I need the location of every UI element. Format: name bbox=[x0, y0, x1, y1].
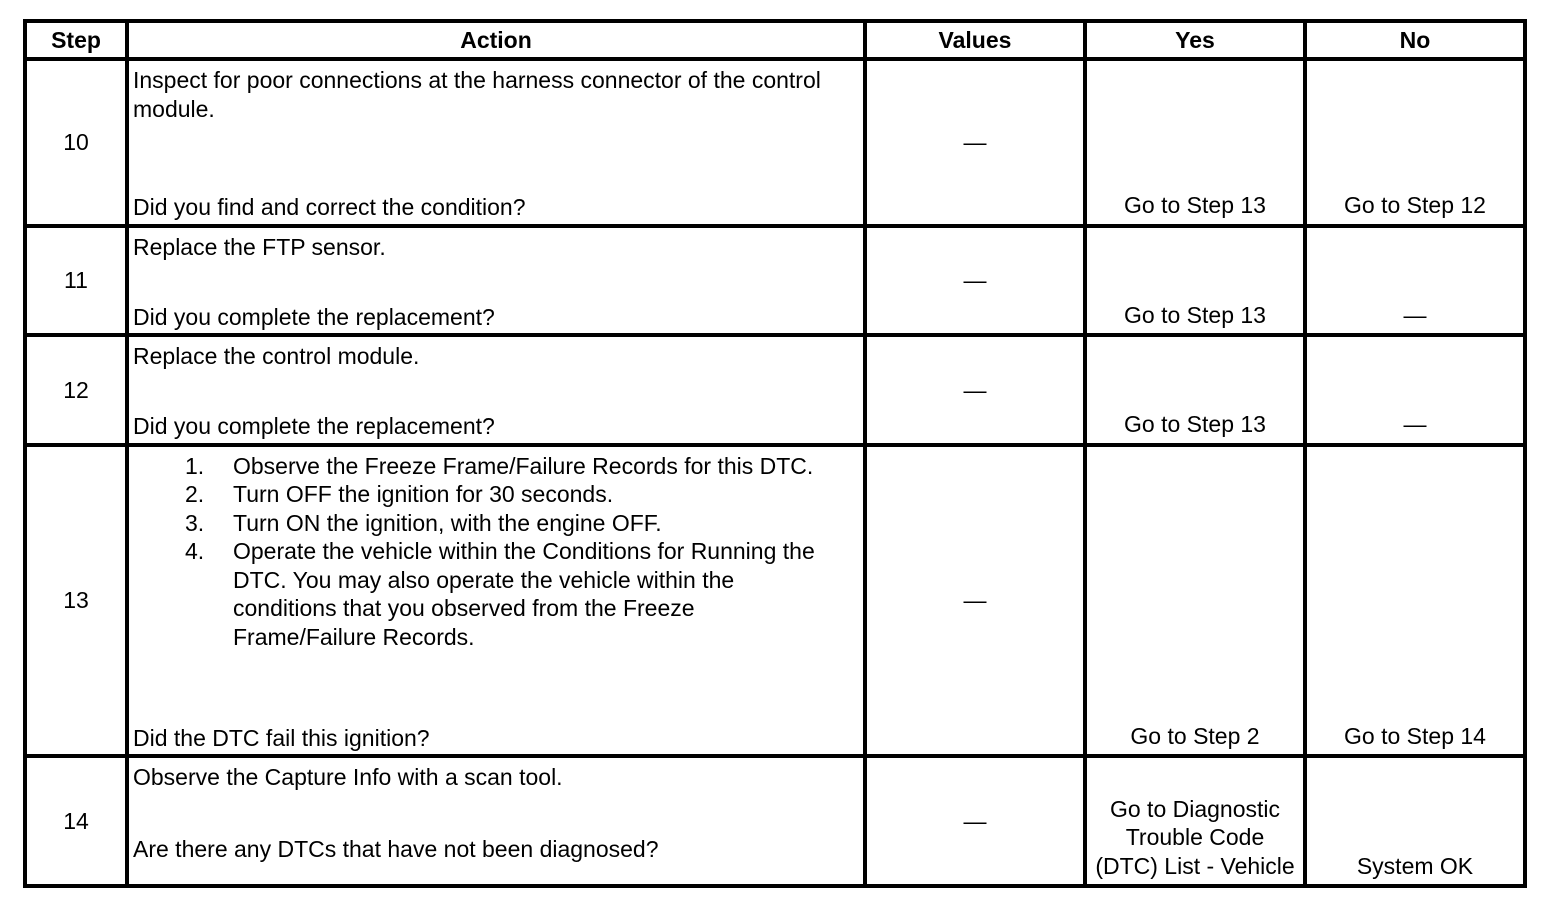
action-question: Did the DTC fail this ignition? bbox=[133, 724, 430, 751]
table-row bbox=[25, 756, 1525, 886]
step-number: 10 bbox=[25, 59, 127, 226]
substep-number: 4. bbox=[185, 538, 205, 565]
yes-cell: Go to Step 13 bbox=[1085, 59, 1305, 226]
yes-cell: Go to Step 2 bbox=[1085, 445, 1305, 757]
substep-number: 1. bbox=[185, 452, 205, 479]
no-cell: — bbox=[1305, 335, 1525, 445]
yes-cell: Go to Step 13 bbox=[1085, 226, 1305, 336]
step-number: 13 bbox=[25, 445, 127, 757]
values-cell: — bbox=[865, 226, 1085, 336]
substep-text: Operate the vehicle within the Conditions for Running the DTC. You may also operate the vehicle within the conditions that you observed from the Freeze Frame/Failure Records. bbox=[233, 538, 815, 650]
action-text: Inspect for poor connections at the harness connector of the control module. bbox=[133, 67, 821, 122]
action-cell bbox=[127, 226, 865, 336]
substep-text: Turn OFF the ignition for 30 seconds. bbox=[233, 481, 614, 508]
action-text: Observe the Capture Info with a scan tool. bbox=[133, 764, 563, 791]
values-cell: — bbox=[865, 445, 1085, 757]
step-number: 14 bbox=[25, 756, 127, 886]
no-cell: — bbox=[1305, 226, 1525, 336]
table-row bbox=[25, 59, 1525, 226]
header-row bbox=[25, 21, 1525, 59]
action-cell bbox=[127, 445, 865, 757]
diagnostic-table bbox=[23, 19, 1527, 888]
action-text: Replace the control module. bbox=[133, 343, 420, 370]
list-item bbox=[185, 452, 833, 481]
list-item bbox=[185, 480, 833, 509]
header-values: Values bbox=[865, 21, 1085, 59]
step-number: 11 bbox=[25, 226, 127, 336]
header-action: Action bbox=[127, 21, 865, 59]
yes-cell: Go to Diagnostic Trouble Code (DTC) List - Vehicle bbox=[1085, 756, 1305, 886]
action-cell bbox=[127, 756, 865, 886]
action-question: Are there any DTCs that have not been diagnosed? bbox=[133, 835, 659, 862]
table-row bbox=[25, 226, 1525, 336]
header-no: No bbox=[1305, 21, 1525, 59]
yes-cell: Go to Step 13 bbox=[1085, 335, 1305, 445]
no-cell: Go to Step 12 bbox=[1305, 59, 1525, 226]
substep-number: 2. bbox=[185, 481, 205, 508]
values-cell: — bbox=[865, 59, 1085, 226]
table-row bbox=[25, 335, 1525, 445]
no-cell: System OK bbox=[1305, 756, 1525, 886]
action-question: Did you find and correct the condition? bbox=[133, 194, 526, 221]
substep-text: Turn ON the ignition, with the engine OFF. bbox=[233, 509, 662, 536]
no-cell: Go to Step 14 bbox=[1305, 445, 1525, 757]
header-step: Step bbox=[25, 21, 127, 59]
action-cell bbox=[127, 335, 865, 445]
action-cell bbox=[127, 59, 865, 226]
table-row bbox=[25, 445, 1525, 757]
step-number: 12 bbox=[25, 335, 127, 445]
header-yes: Yes bbox=[1085, 21, 1305, 59]
substep-number: 3. bbox=[185, 509, 205, 536]
list-item bbox=[185, 537, 833, 651]
action-text: Replace the FTP sensor. bbox=[133, 233, 386, 260]
values-cell: — bbox=[865, 335, 1085, 445]
action-question: Did you complete the replacement? bbox=[133, 303, 495, 330]
list-item bbox=[185, 509, 833, 538]
substep-list bbox=[185, 452, 833, 652]
substep-text: Observe the Freeze Frame/Failure Records for this DTC. bbox=[233, 452, 814, 479]
values-cell: — bbox=[865, 756, 1085, 886]
action-question: Did you complete the replacement? bbox=[133, 413, 495, 440]
